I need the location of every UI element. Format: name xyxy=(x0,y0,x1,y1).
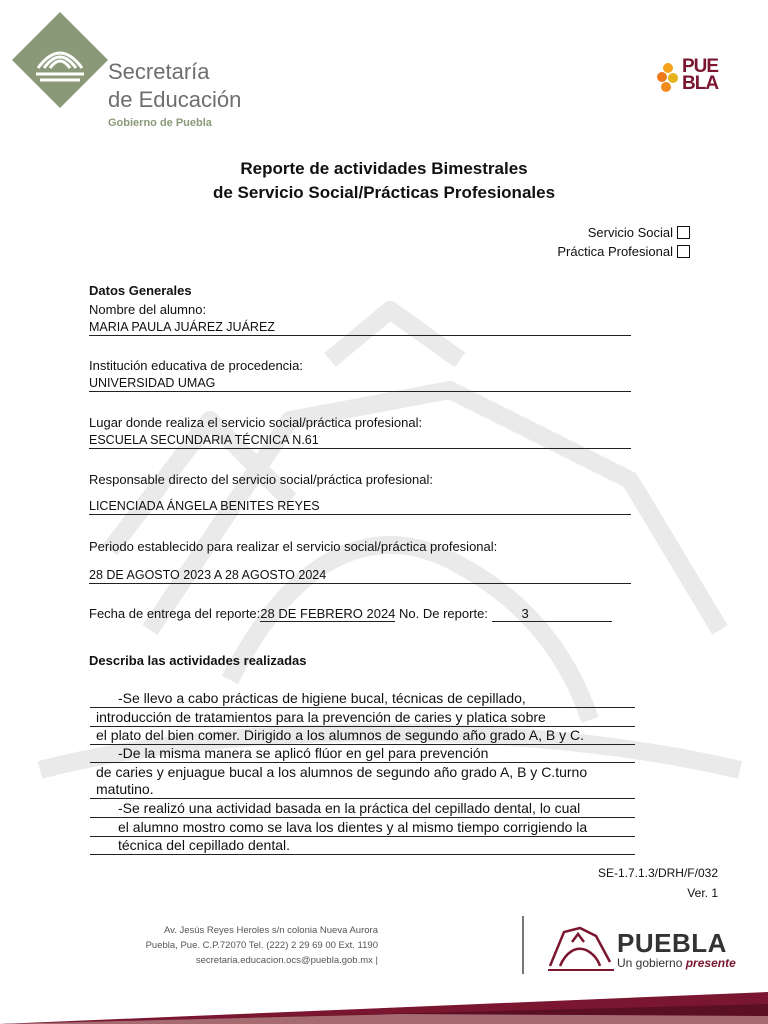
actividad-line: introducción de tratamientos para la prevención de caries y platica sobre xyxy=(90,709,635,727)
fecha-entrega-row xyxy=(89,606,629,622)
email-link[interactable]: secretaria.educacion.ocs@puebla.gob.mx | xyxy=(195,955,378,966)
actividad-line: técnica del cepillado dental. xyxy=(90,837,635,855)
responsable-label: Responsable directo del servicio social/práctica profesional: xyxy=(89,472,433,487)
address-line1: Av. Jesús Reyes Heroles s/n colonia Nueva Aurora xyxy=(163,925,378,936)
actividades-heading: Describa las actividades realizadas xyxy=(89,653,307,668)
actividad-line: -Se llevo a cabo prácticas de higiene bucal, técnicas de cepillado, xyxy=(90,690,635,708)
datos-generales-heading: Datos Generales xyxy=(89,283,192,298)
puebla-logo-line2: BLA xyxy=(682,73,719,94)
practica-profesional-option[interactable] xyxy=(557,244,690,259)
org-subtitle: Gobierno de Puebla xyxy=(108,117,212,129)
actividad-line: -Se realizó una actividad basada en la práctica del cepillado dental, lo cual xyxy=(90,800,635,818)
form-code: SE-1.7.1.3/DRH/F/032 xyxy=(597,866,718,880)
periodo-field[interactable]: 28 DE AGOSTO 2023 A 28 AGOSTO 2024 xyxy=(89,568,631,584)
actividad-line: de caries y enjuague bucal a los alumnos de segundo año grado A, B y C.turno xyxy=(96,764,588,780)
tagline-plain: Un gobierno xyxy=(617,956,686,970)
practica-profesional-label: Práctica Profesional xyxy=(557,244,673,259)
footer-band xyxy=(0,990,768,1024)
footer-divider xyxy=(522,916,524,974)
actividad-line: el alumno mostro como se lava los dientes y al mismo tiempo corrigiendo la xyxy=(90,819,635,837)
practica-profesional-checkbox[interactable] xyxy=(677,245,690,258)
org-name-line1: Secretaría xyxy=(108,59,210,84)
sep-logo-icon xyxy=(12,12,108,108)
responsable-field[interactable]: LICENCIADA ÁNGELA BENITES REYES xyxy=(89,499,631,515)
servicio-social-label: Servicio Social xyxy=(587,225,673,240)
lugar-label: Lugar donde realiza el servicio social/práctica profesional: xyxy=(89,415,423,430)
fecha-entrega-field[interactable]: 28 DE FEBRERO 2024 xyxy=(260,606,396,621)
no-reporte-field[interactable]: 3 xyxy=(492,606,612,622)
document-title-line1: Reporte de actividades Bimestrales xyxy=(240,159,528,178)
form-version: Ver. 1 xyxy=(687,886,718,900)
actividad-line: matutino. xyxy=(90,781,635,799)
nombre-field[interactable]: MARIA PAULA JUÁREZ JUÁREZ xyxy=(89,320,631,336)
document-title-line2: de Servicio Social/Prácticas Profesionales xyxy=(212,183,556,202)
puebla-emblem-icon xyxy=(546,922,616,974)
puebla-tagline xyxy=(617,956,736,970)
org-name-line2: de Educación xyxy=(108,87,242,112)
flower-icon xyxy=(656,60,680,94)
lugar-field[interactable]: ESCUELA SECUNDARIA TÉCNICA N.61 xyxy=(89,433,631,449)
address-line2: Puebla, Pue. C.P.72070 Tel. (222) 2 29 69 00 Ext. 1190 xyxy=(145,940,378,951)
actividad-line: -De la misma manera se aplicó flúor en gel para prevención xyxy=(90,745,635,763)
institucion-label: Institución educativa de procedencia: xyxy=(89,358,303,373)
institucion-field[interactable]: UNIVERSIDAD UMAG xyxy=(89,376,631,392)
actividad-line: el plato del bien comer. Dirigido a los alumnos de segundo año grado A, B y C. xyxy=(90,727,635,745)
servicio-social-option[interactable] xyxy=(588,225,690,240)
tagline-bold: presente xyxy=(685,956,736,970)
fecha-entrega-label: Fecha de entrega del reporte: xyxy=(89,606,261,621)
puebla-logo-line1: PUE xyxy=(682,56,719,77)
no-reporte-label: No. De reporte: xyxy=(399,606,488,621)
nombre-label: Nombre del alumno: xyxy=(89,302,207,317)
servicio-social-checkbox[interactable] xyxy=(677,226,690,239)
periodo-label: Periodo establecido para realizar el servicio social/práctica profesional: xyxy=(89,539,498,554)
puebla-brand: PUEBLA xyxy=(617,928,727,958)
